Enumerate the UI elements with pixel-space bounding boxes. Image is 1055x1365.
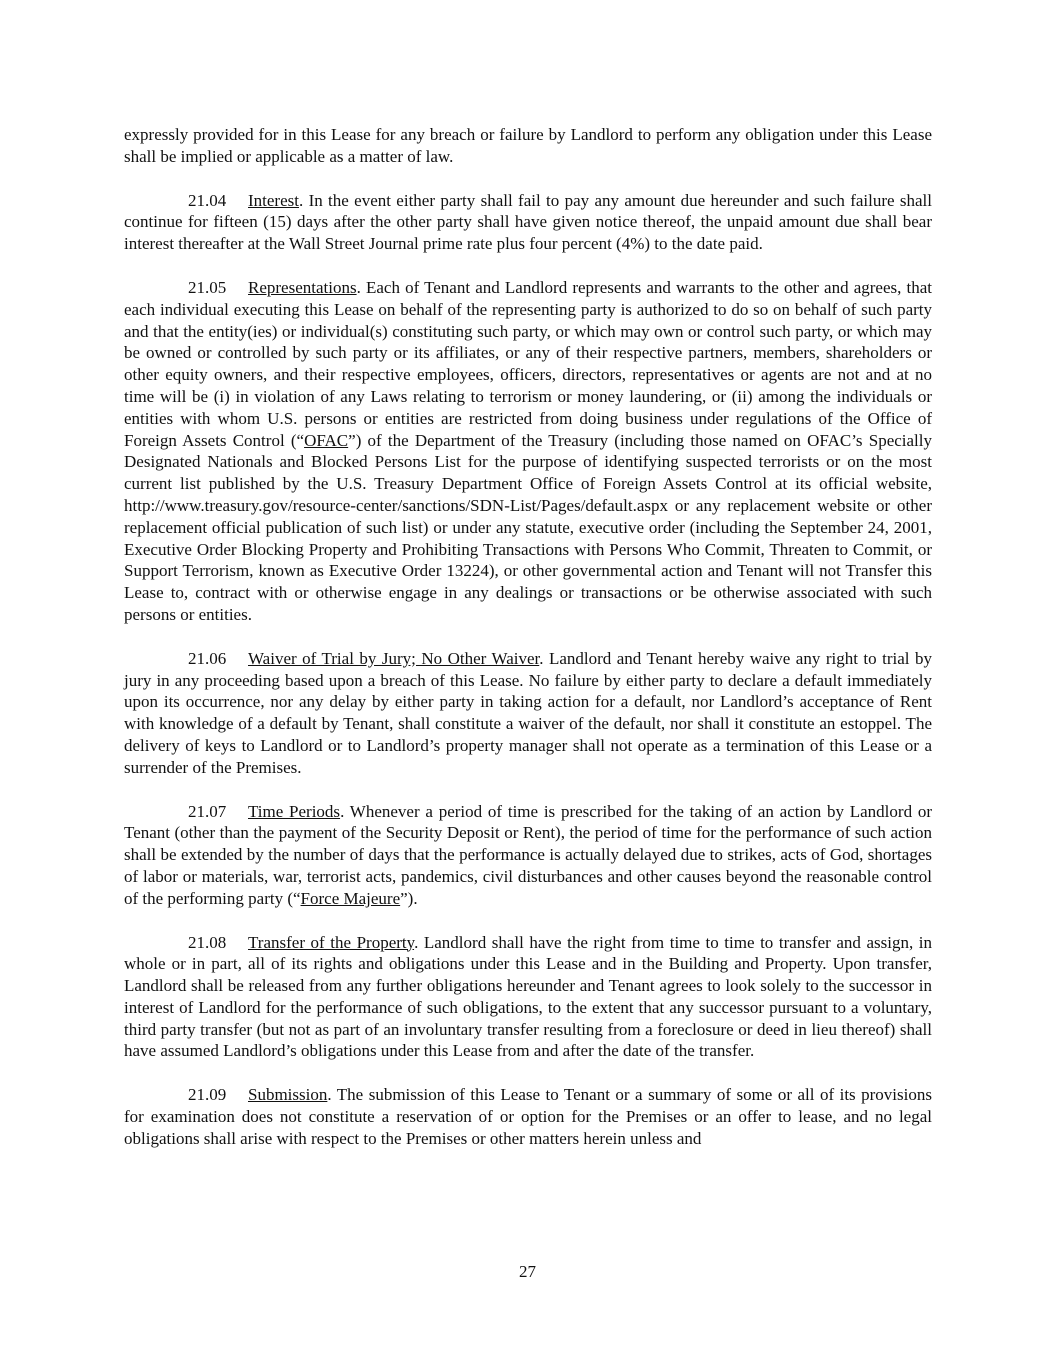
section-body: . Landlord shall have the right from time to time to transfer and assign, in whole or in part, all of its rights and obligations under this Lease and in the Building and Property. Upon transfer, Landlord shall be released from any further obligations hereunder and Tenant agrees to look solely to the successor in interest of Landlord for the performance of such obligations, to the extent that any successor pursuant to a voluntary, third party transfer (but not as part of an involuntary transfer resulting from a foreclosure or deed in lieu thereof) shall have assumed Landlord’s obligations under this Lease from and after the date of the transfer. [124,932,932,1061]
section-number: 21.08 [188,932,227,952]
section-body: . In the event either party shall fail to pay any amount due hereunder and such failure shall continue for fifteen (15) days after the other party shall have given notice thereof, the unpaid amount due shall bear interest thereafter at the Wall Street Journal prime rate plus four percent (4%) to the date paid. [124,190,932,254]
section-21-04 [124,190,932,255]
section-21-07 [124,801,932,910]
section-number: 21.04 [188,190,227,210]
section-21-09 [124,1084,932,1149]
section-title: Interest [248,190,299,210]
section-body: . The submission of this Lease to Tenant or a summary of some or all of its provisions for examination does not constitute a reservation of or option for the Premises or an offer to lease, and no legal obligations shall arise with respect to the Premises or other matters herein unless and [124,1085,932,1148]
document-page [124,124,932,1172]
section-title: Submission [248,1085,328,1105]
section-number: 21.09 [188,1085,227,1105]
section-number: 21.06 [188,648,227,668]
defined-term-force-majeure: Force Majeure [300,888,401,908]
defined-term-ofac: OFAC [304,430,349,450]
page-number: 27 [519,1262,536,1281]
section-body-continued: ”) of the Department of the Treasury (including those named on OFAC’s Specially Designated Nationals and Blocked Persons List for the purpose of identifying suspected terrorists or on the most current list published by the U.S. Treasury Department Office of Foreign Assets Control at its official website, http://www.treasury.gov/resource-center/sanctions/SDN-List/Pages/default.aspx or any replacement website or other replacement official publication of such list) or under any statute, executive order (including the September 24, 2001, Executive Order Blocking Property and Prohibiting Transactions with Persons Who Commit, Threaten to Commit, or Support Terrorism, known as Executive Order 13224), or other governmental action and Tenant will not Transfer this Lease to, contract with or otherwise engage in any dealings or transactions or be otherwise associated with such persons or entities. [124,430,932,624]
section-title: Time Periods [248,801,341,821]
section-21-05 [124,277,932,626]
section-body-continued: ”). [400,888,418,908]
section-body: . Landlord and Tenant hereby waive any right to trial by jury in any proceeding based upon a breach of this Lease. No failure by either party to declare a default immediately upon its occurrence, nor any delay by either party in taking action for a default, nor Landlord’s acceptance of Rent with knowledge of a default by Tenant, shall constitute a waiver of the default, nor shall it constitute an estoppel. The delivery of keys to Landlord or to Landlord’s property manager shall not operate as a termination of this Lease or a surrender of the Premises. [124,648,932,777]
continuation-text: expressly provided for in this Lease for any breach or failure by Landlord to perform any obligation under this Lease shall be implied or applicable as a matter of law. [124,125,932,166]
continuation-paragraph [124,124,932,168]
section-title: Waiver of Trial by Jury; No Other Waiver [248,648,540,668]
section-21-06 [124,648,932,779]
section-title: Representations [248,277,357,297]
section-body: . Each of Tenant and Landlord represents and warrants to the other and agrees, that each individual executing this Lease on behalf of the representing party is authorized to do so on behalf of such party and that the entity(ies) or individual(s) constituting such party, or which may own or control such party, or which may be owned or controlled by such party or its affiliates, or any of their respective partners, members, shareholders or other equity owners, and their respective employees, officers, directors, representatives or agents are not and at no time will be (i) in violation of any Laws relating to terrorism or money laundering, or (ii) among the individuals or entities with whom U.S. persons or entities are restricted from doing business under regulations of the Office of Foreign Assets Control (“ [124,277,932,450]
section-number: 21.05 [188,277,227,297]
section-body: . Whenever a period of time is prescribed for the taking of an action by Landlord or Tenant (other than the payment of the Security Deposit or Rent), the period of time for the performance of such action shall be extended by the number of days that the performance is actually delayed due to strikes, acts of God, shortages of labor or materials, war, terrorist acts, pandemics, civil disturbances and other causes beyond the reasonable control of the performing party (“ [124,801,933,908]
section-21-08 [124,932,932,1063]
section-title: Transfer of the Property [248,932,415,952]
section-number: 21.07 [188,801,227,821]
